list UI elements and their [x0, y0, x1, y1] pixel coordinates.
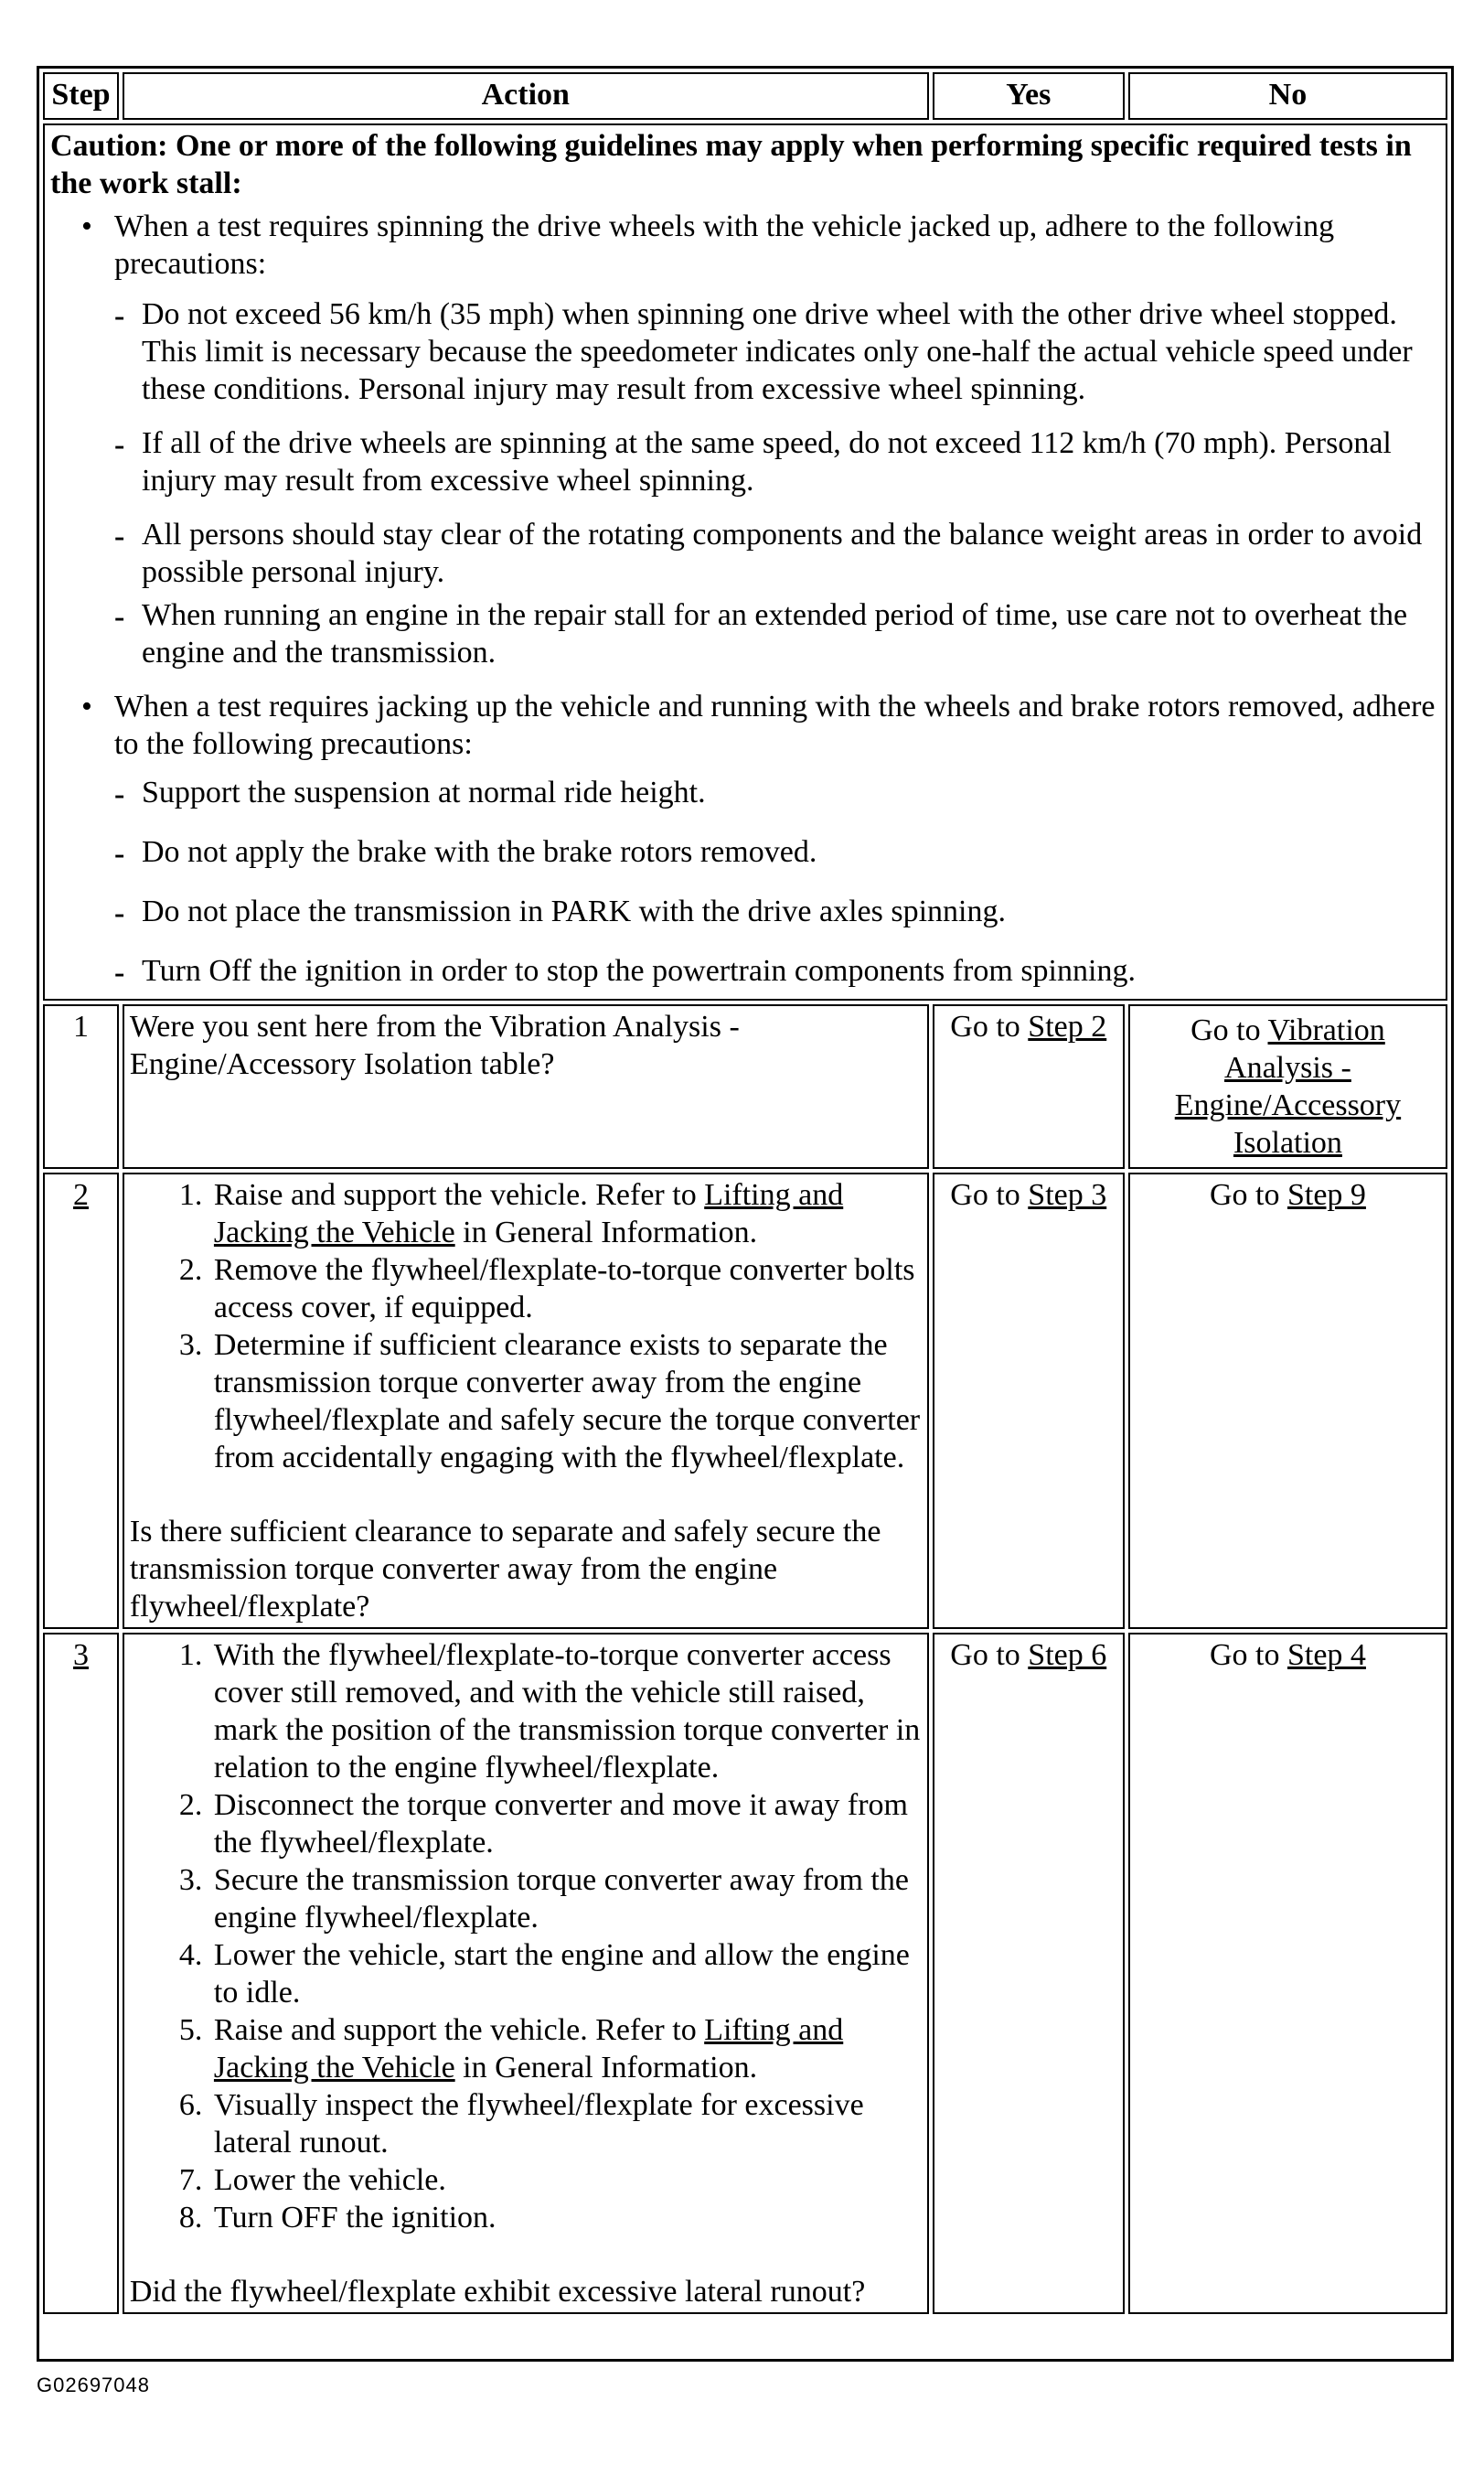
- caution-subitem: - When running an engine in the repair stall for an extended period of time, use care not to overheat the engine and the transmission.: [142, 596, 1440, 671]
- no-prefix: Go to: [1209, 1638, 1287, 1672]
- instruction-text: in General Information.: [454, 2051, 758, 2085]
- step-question: Is there sufficient clearance to separate and safely secure the transmission torque converter away from the engine flywheel/flexplate?: [129, 1515, 881, 1624]
- lifting-jacking-link[interactable]: Lifting and Jacking the Vehicle: [213, 2013, 844, 2085]
- no-prefix: Go to: [1190, 1013, 1268, 1047]
- header-step: Step: [43, 72, 119, 120]
- step-question: Did the flywheel/flexplate exhibit excessive lateral runout?: [129, 2275, 866, 2309]
- caution-subitem: - Do not place the transmission in PARK with the drive axles spinning.: [142, 893, 1440, 930]
- step-instructions: [130, 1636, 922, 2236]
- header-no: No: [1128, 72, 1447, 120]
- yes-prefix: Go to: [950, 1010, 1029, 1044]
- no-cell: [1128, 1004, 1447, 1169]
- caution-sublist: [114, 295, 1440, 671]
- caution-cell: [43, 123, 1447, 1001]
- lifting-jacking-link[interactable]: Lifting and Jacking the Vehicle: [213, 1178, 844, 1249]
- step-question: Were you sent here from the Vibration Analysis - Engine/Accessory Isolation table?: [129, 1010, 740, 1081]
- instruction-item: 2. Disconnect the torque converter and move it away from the flywheel/flexplate.: [210, 1786, 922, 1861]
- instruction-text: Raise and support the vehicle. Refer to: [213, 2013, 705, 2047]
- no-prefix: Go to: [1209, 1178, 1287, 1212]
- yes-prefix: Go to: [950, 1638, 1029, 1672]
- header-action: Action: [123, 72, 929, 120]
- caution-bullet: [114, 208, 1440, 671]
- yes-prefix: Go to: [950, 1178, 1029, 1212]
- step-row-1: [43, 1004, 1447, 1169]
- caution-sublist: [114, 774, 1440, 990]
- header-yes: Yes: [933, 72, 1125, 120]
- instruction-item: [210, 1176, 922, 1251]
- caution-row: [43, 123, 1447, 1001]
- step-row-2: [43, 1173, 1447, 1629]
- instruction-item: 7. Lower the vehicle.: [210, 2161, 922, 2199]
- caution-bullet-text: When a test requires jacking up the vehicle and running with the wheels and brake rotors removed, adhere to the following precautions:: [114, 690, 1436, 761]
- caution-subitem: - Turn Off the ignition in order to stop the powertrain components from spinning.: [142, 952, 1440, 990]
- header-row: [43, 72, 1447, 120]
- go-to-step-6-link[interactable]: Step 6: [1028, 1638, 1107, 1672]
- go-to-step-2-link[interactable]: Step 2: [1028, 1010, 1107, 1044]
- instruction-text: Raise and support the vehicle. Refer to: [213, 1178, 705, 1212]
- caution-subitem: - Do not apply the brake with the brake rotors removed.: [142, 833, 1440, 871]
- caution-subitem: - All persons should stay clear of the rotating components and the balance weight areas in order to avoid possible personal injury.: [142, 516, 1440, 591]
- go-to-step-3-link[interactable]: Step 3: [1028, 1178, 1107, 1212]
- instruction-item: 6. Visually inspect the flywheel/flexplate for excessive lateral runout.: [210, 2086, 922, 2161]
- instruction-item: 4. Lower the vehicle, start the engine and allow the engine to idle.: [210, 1936, 922, 2011]
- caution-bullet: [114, 688, 1440, 990]
- instruction-item: 8. Turn OFF the ignition.: [210, 2199, 922, 2236]
- instruction-item: [210, 2011, 922, 2086]
- yes-cell: [933, 1633, 1125, 2314]
- figure-code: G02697048: [37, 2374, 150, 2396]
- step-instructions: [130, 1176, 922, 1476]
- caution-subitem: - Support the suspension at normal ride height.: [142, 774, 1440, 811]
- caution-heading: Caution: One or more of the following guidelines may apply when performing specific required tests in the work stall:: [50, 129, 1412, 200]
- caution-subitem: - If all of the drive wheels are spinning at the same speed, do not exceed 112 km/h (70 mph). Personal injury may result from excessive wheel spinning.: [142, 424, 1440, 499]
- instruction-item: 2. Remove the flywheel/flexplate-to-torque converter bolts access cover, if equipped.: [210, 1251, 922, 1326]
- no-cell: [1128, 1173, 1447, 1629]
- step-number-cell: [43, 1633, 119, 2314]
- vibration-analysis-link[interactable]: Vibration Analysis - Engine/Accessory Isolation: [1174, 1013, 1402, 1160]
- caution-bullet-text: When a test requires spinning the drive wheels with the vehicle jacked up, adhere to the following precautions:: [114, 209, 1335, 281]
- instruction-item: 3. Determine if sufficient clearance exists to separate the transmission torque converter away from the engine flywheel/flexplate and safely secure the torque converter from accidentally engaging with the flywheel/flexplate.: [210, 1326, 922, 1476]
- no-cell: [1128, 1633, 1447, 2314]
- yes-cell: [933, 1004, 1125, 1169]
- instruction-item: 3. Secure the transmission torque converter away from the engine flywheel/flexplate.: [210, 1861, 922, 1936]
- instruction-text: in General Information.: [454, 1216, 758, 1249]
- step-action: [123, 1633, 929, 2314]
- step-number-cell: [43, 1173, 119, 1629]
- yes-cell: [933, 1173, 1125, 1629]
- step-number-link[interactable]: 3: [72, 1638, 89, 1672]
- step-number-link[interactable]: 2: [72, 1178, 89, 1212]
- step-action: [123, 1173, 929, 1629]
- step-row-3: [43, 1633, 1447, 2314]
- step-action: [123, 1004, 929, 1169]
- diagnostic-table: [39, 69, 1451, 2318]
- go-to-step-4-link[interactable]: Step 4: [1286, 1638, 1366, 1672]
- caution-subitem: - Do not exceed 56 km/h (35 mph) when spinning one drive wheel with the other drive wheel stopped. This limit is necessary because the speedometer indicates only one-half the actual vehicle speed under these conditions. Personal injury may result from excessive wheel spinning.: [142, 295, 1440, 408]
- step-number: 1: [43, 1004, 119, 1169]
- caution-list: [50, 208, 1440, 990]
- instruction-item: 1. With the flywheel/flexplate-to-torque converter access cover still removed, and with the vehicle still raised, mark the position of the transmission torque converter in relation to the engine flywheel/flexplate.: [210, 1636, 922, 1786]
- go-to-step-9-link[interactable]: Step 9: [1286, 1178, 1366, 1212]
